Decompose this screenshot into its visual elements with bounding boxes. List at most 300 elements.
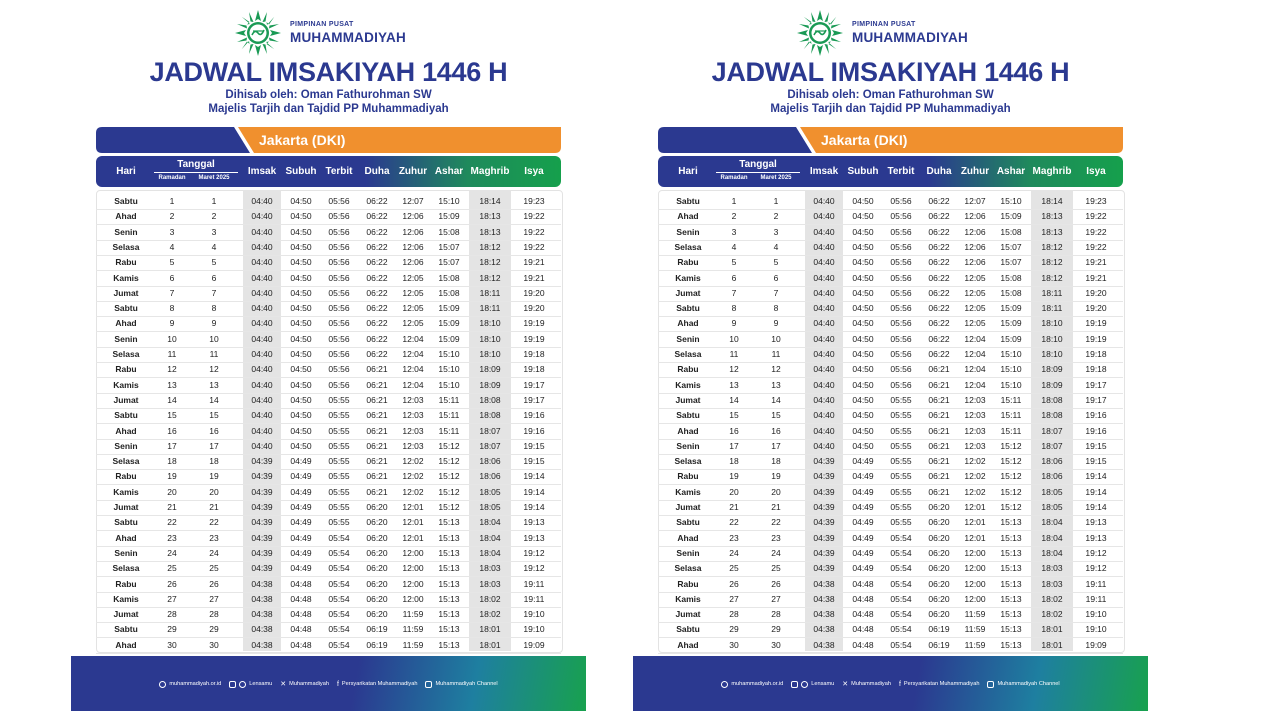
cell-subuh: 04:49	[290, 563, 312, 574]
cell-terbit: 05:56	[890, 196, 912, 206]
cell-ashar: 15:08	[1000, 272, 1022, 283]
footer-facebook[interactable]	[337, 681, 418, 688]
cell-hari: Jumat	[675, 502, 701, 512]
cell-subuh: 04:50	[852, 333, 874, 344]
cell-maret: 16	[209, 425, 219, 436]
cell-ashar: 15:09	[438, 303, 460, 314]
table-row	[96, 378, 561, 394]
cell-maret: 24	[771, 547, 781, 558]
cell-ramadan: 3	[731, 226, 737, 237]
cell-imsak: 04:40	[813, 226, 835, 237]
table-row	[658, 577, 1123, 593]
cell-ramadan: 22	[729, 517, 739, 528]
cell-ramadan: 13	[729, 379, 739, 390]
cell-ramadan: 6	[169, 272, 175, 283]
cell-ashar: 15:10	[1000, 364, 1022, 375]
cell-maret: 26	[209, 578, 219, 589]
cell-subuh: 04:50	[290, 364, 312, 375]
cell-hari: Ahad	[115, 532, 137, 543]
cell-terbit: 05:55	[328, 486, 350, 497]
cell-isya: 19:19	[523, 318, 545, 329]
cell-zuhur: 12:06	[402, 241, 424, 252]
cell-imsak: 04:40	[251, 272, 273, 283]
table-row	[96, 622, 561, 638]
cell-subuh: 04:50	[290, 318, 312, 329]
cell-hari: Rabu	[677, 364, 699, 375]
cell-subuh: 04:50	[290, 440, 312, 451]
header-zuhur: Zuhur	[960, 166, 990, 177]
cell-duha: 06:20	[366, 517, 388, 528]
table-row	[96, 332, 561, 348]
cell-ramadan: 9	[169, 318, 175, 329]
cell-subuh: 04:50	[290, 410, 312, 421]
cell-isya: 19:17	[1085, 394, 1107, 405]
cell-terbit: 05:54	[890, 639, 912, 650]
cell-terbit: 05:56	[890, 303, 912, 314]
cell-hari: Ahad	[115, 318, 137, 329]
header-subuh: Subuh	[847, 166, 879, 177]
cell-imsak: 04:39	[813, 532, 835, 543]
cell-maret: 9	[211, 318, 217, 329]
cell-ramadan: 10	[167, 333, 177, 344]
cell-maghrib: 18:06	[479, 471, 501, 482]
cell-maret: 15	[209, 410, 219, 421]
cell-maghrib: 18:02	[479, 609, 501, 620]
footer-social[interactable]	[791, 681, 834, 688]
cell-duha: 06:20	[366, 609, 388, 620]
cell-duha: 06:20	[928, 547, 950, 558]
header-tanggal-divider	[154, 172, 238, 173]
cell-zuhur: 12:03	[964, 394, 986, 405]
cell-maret: 18	[771, 456, 781, 467]
cell-isya: 19:11	[1085, 578, 1107, 589]
cell-terbit: 05:54	[328, 624, 350, 635]
cell-ramadan: 25	[729, 563, 739, 574]
cell-imsak: 04:40	[813, 425, 835, 436]
cell-terbit: 05:56	[328, 379, 350, 390]
footer-youtube-label: Muhammadiyah Channel	[435, 681, 498, 687]
cell-subuh: 04:49	[852, 486, 874, 497]
footer-x[interactable]	[280, 681, 329, 688]
cell-terbit: 05:56	[328, 364, 350, 375]
cell-isya: 19:18	[523, 349, 545, 359]
cell-maghrib: 18:07	[1041, 440, 1063, 451]
cell-isya: 19:20	[1085, 287, 1107, 298]
cell-duha: 06:22	[366, 272, 388, 283]
table-row	[96, 485, 561, 501]
cell-duha: 06:22	[928, 211, 950, 222]
cell-terbit: 05:55	[328, 394, 350, 405]
cell-imsak: 04:38	[251, 578, 273, 589]
table-row	[658, 194, 1123, 210]
cell-ashar: 15:13	[1000, 593, 1022, 604]
cell-hari: Jumat	[113, 609, 139, 620]
cell-subuh: 04:50	[852, 394, 874, 405]
cell-terbit: 05:56	[890, 226, 912, 237]
cell-ashar: 15:13	[1000, 517, 1022, 528]
table-header	[658, 156, 1123, 187]
cell-isya: 19:14	[523, 502, 545, 512]
cell-terbit: 05:54	[890, 609, 912, 620]
cell-subuh: 04:50	[852, 318, 874, 329]
cell-ramadan: 29	[729, 624, 739, 635]
cell-subuh: 04:49	[290, 532, 312, 543]
cell-subuh: 04:50	[290, 349, 312, 359]
cell-duha: 06:21	[928, 471, 950, 482]
cell-zuhur: 12:06	[964, 226, 986, 237]
cell-ashar: 15:11	[438, 410, 460, 421]
cell-ramadan: 4	[731, 241, 737, 252]
table-row	[658, 546, 1123, 562]
table-row	[96, 454, 561, 470]
cell-subuh: 04:50	[290, 379, 312, 390]
cell-isya: 19:21	[1085, 257, 1107, 268]
cell-hari: Kamis	[113, 272, 139, 283]
cell-hari: Jumat	[113, 394, 139, 405]
cell-ramadan: 6	[731, 272, 737, 283]
header-terbit: Terbit	[887, 166, 915, 177]
cell-ramadan: 21	[729, 502, 739, 512]
cell-hari: Sabtu	[114, 303, 138, 314]
cell-isya: 19:12	[1085, 547, 1107, 558]
footer-youtube-label: Muhammadiyah Channel	[997, 681, 1060, 687]
cell-ashar: 15:13	[1000, 624, 1022, 635]
cell-duha: 06:21	[366, 440, 388, 451]
cell-maret: 17	[209, 440, 219, 451]
cell-maghrib: 18:10	[479, 349, 501, 359]
cell-ramadan: 11	[167, 349, 177, 359]
cell-maret: 6	[773, 272, 779, 283]
cell-imsak: 04:39	[813, 456, 835, 467]
cell-ramadan: 19	[167, 471, 177, 482]
cell-imsak: 04:40	[813, 440, 835, 451]
cell-ashar: 15:12	[1000, 486, 1022, 497]
cell-terbit: 05:55	[890, 486, 912, 497]
cell-isya: 19:14	[523, 471, 545, 482]
cell-ramadan: 12	[167, 364, 177, 375]
cell-hari: Sabtu	[676, 624, 700, 635]
cell-maghrib: 18:03	[1041, 563, 1063, 574]
cell-isya: 19:15	[523, 456, 545, 467]
table-row	[658, 240, 1123, 256]
cell-terbit: 05:56	[890, 272, 912, 283]
cell-subuh: 04:49	[290, 547, 312, 558]
cell-terbit: 05:54	[890, 547, 912, 558]
cell-ashar: 15:12	[438, 502, 460, 512]
cell-subuh: 04:50	[852, 303, 874, 314]
footer-website[interactable]	[721, 681, 783, 688]
cell-ashar: 15:09	[1000, 303, 1022, 314]
cell-ramadan: 18	[729, 456, 739, 467]
cell-ramadan: 24	[729, 547, 739, 558]
footer-facebook[interactable]	[899, 681, 980, 688]
cell-ashar: 15:13	[438, 609, 460, 620]
cell-subuh: 04:49	[852, 532, 874, 543]
cell-terbit: 05:55	[328, 471, 350, 482]
footer-website[interactable]	[159, 681, 221, 688]
header-subuh: Subuh	[285, 166, 317, 177]
cell-ramadan: 15	[729, 410, 739, 421]
cell-imsak: 04:40	[251, 440, 273, 451]
cell-hari: Selasa	[674, 456, 702, 467]
cell-maret: 4	[773, 241, 779, 252]
cell-duha: 06:22	[928, 257, 950, 268]
table-row	[96, 469, 561, 485]
author-line: Dihisab oleh: Oman Fathurohman SW	[787, 89, 994, 101]
cell-isya: 19:20	[1085, 303, 1107, 314]
table-row	[96, 393, 561, 409]
cell-duha: 06:22	[928, 226, 950, 237]
cell-subuh: 04:50	[290, 196, 312, 206]
facebook-icon: f	[898, 680, 901, 688]
table-row	[96, 225, 561, 241]
cell-ramadan: 14	[167, 394, 177, 405]
cell-imsak: 04:38	[813, 609, 835, 620]
cell-terbit: 05:56	[328, 241, 350, 252]
cell-imsak: 04:40	[813, 303, 835, 314]
cell-terbit: 05:55	[890, 471, 912, 482]
cell-duha: 06:20	[366, 502, 388, 512]
cell-imsak: 04:40	[251, 196, 273, 206]
cell-terbit: 05:55	[890, 502, 912, 512]
cell-ashar: 15:11	[1000, 410, 1022, 421]
cell-subuh: 04:49	[852, 563, 874, 574]
cell-maghrib: 18:12	[479, 272, 501, 283]
table-row	[658, 638, 1123, 654]
cell-duha: 06:21	[366, 364, 388, 375]
cell-ashar: 15:09	[438, 333, 460, 344]
cell-ramadan: 2	[169, 211, 175, 222]
footer-bar	[633, 656, 1148, 711]
cell-terbit: 05:56	[890, 257, 912, 268]
footer-social-label: Lensamu	[811, 681, 835, 687]
cell-duha: 06:22	[928, 303, 950, 314]
cell-maret: 16	[771, 425, 781, 436]
x-icon: ✕	[280, 680, 287, 688]
header-ramadan: Ramadan	[158, 175, 186, 181]
cell-maghrib: 18:12	[1041, 257, 1063, 268]
cell-hari: Senin	[676, 226, 700, 237]
table-row	[658, 500, 1123, 516]
cell-ramadan: 20	[167, 486, 177, 497]
header-zuhur: Zuhur	[398, 166, 428, 177]
cell-subuh: 04:48	[290, 624, 312, 635]
cell-maghrib: 18:01	[1041, 624, 1063, 635]
cell-hari: Sabtu	[676, 517, 700, 528]
cell-maret: 30	[771, 639, 781, 650]
footer-youtube[interactable]	[425, 681, 497, 688]
cell-zuhur: 12:02	[402, 471, 424, 482]
table-row	[658, 561, 1123, 577]
cell-ramadan: 25	[167, 563, 177, 574]
cell-zuhur: 11:59	[964, 609, 986, 620]
cell-duha: 06:22	[928, 333, 950, 344]
header-tanggal: Tanggal	[739, 159, 777, 170]
cell-isya: 19:09	[523, 639, 545, 650]
cell-imsak: 04:40	[813, 333, 835, 344]
footer-x[interactable]	[842, 681, 891, 688]
cell-subuh: 04:50	[852, 211, 874, 222]
cell-maghrib: 18:09	[1041, 364, 1063, 375]
cell-zuhur: 12:03	[402, 410, 424, 421]
cell-duha: 06:22	[366, 196, 388, 206]
cell-terbit: 05:55	[890, 456, 912, 467]
cell-subuh: 04:48	[852, 609, 874, 620]
cell-ramadan: 17	[167, 440, 177, 451]
footer-social[interactable]	[229, 681, 272, 688]
cell-terbit: 05:56	[890, 349, 912, 359]
table-row	[658, 622, 1123, 638]
cell-duha: 06:20	[366, 563, 388, 574]
cell-ramadan: 21	[167, 502, 177, 512]
cell-duha: 06:22	[928, 196, 950, 206]
cell-subuh: 04:49	[290, 517, 312, 528]
cell-isya: 19:19	[1085, 318, 1107, 329]
cell-maghrib: 18:08	[479, 410, 501, 421]
table-row	[658, 408, 1123, 424]
cell-maret: 10	[209, 333, 219, 344]
cell-ashar: 15:10	[1000, 196, 1022, 206]
cell-imsak: 04:39	[251, 532, 273, 543]
cell-hari: Selasa	[112, 349, 140, 359]
cell-duha: 06:21	[928, 486, 950, 497]
header-maghrib: Maghrib	[470, 166, 510, 177]
cell-maret: 13	[771, 379, 781, 390]
table-row	[96, 531, 561, 547]
cell-hari: Selasa	[674, 349, 702, 359]
table-row	[658, 393, 1123, 409]
cell-subuh: 04:50	[290, 211, 312, 222]
cell-hari: Selasa	[674, 241, 702, 252]
cell-imsak: 04:38	[813, 593, 835, 604]
cell-maret: 15	[771, 410, 781, 421]
header-tanggal-divider	[716, 172, 800, 173]
cell-maghrib: 18:13	[1041, 211, 1063, 222]
cell-terbit: 05:55	[890, 425, 912, 436]
cell-isya: 19:18	[1085, 349, 1107, 359]
cell-subuh: 04:49	[852, 471, 874, 482]
cell-imsak: 04:39	[251, 502, 273, 512]
cell-maghrib: 18:03	[1041, 578, 1063, 589]
cell-maret: 29	[209, 624, 219, 635]
cell-maret: 1	[211, 196, 217, 206]
cell-zuhur: 11:59	[964, 624, 986, 635]
cell-hari: Ahad	[115, 211, 137, 222]
cell-zuhur: 12:02	[964, 471, 986, 482]
table-row	[96, 546, 561, 562]
muhammadiyah-sun-logo-icon	[234, 9, 282, 57]
cell-maghrib: 18:10	[479, 318, 501, 329]
publisher-line: Majelis Tarjih dan Tajdid PP Muhammadiyah	[770, 103, 1011, 115]
cell-imsak: 04:39	[251, 517, 273, 528]
cell-imsak: 04:39	[813, 563, 835, 574]
cell-zuhur: 12:03	[402, 394, 424, 405]
cell-ramadan: 12	[729, 364, 739, 375]
cell-zuhur: 12:00	[402, 563, 424, 574]
cell-zuhur: 12:06	[964, 241, 986, 252]
cell-ramadan: 27	[729, 593, 739, 604]
table-row	[658, 316, 1123, 332]
cell-subuh: 04:50	[852, 440, 874, 451]
cell-zuhur: 12:04	[402, 379, 424, 390]
cell-zuhur: 12:01	[402, 502, 424, 512]
cell-maghrib: 18:01	[479, 639, 501, 650]
cell-duha: 06:21	[366, 379, 388, 390]
cell-maret: 27	[771, 593, 781, 604]
cell-maret: 20	[771, 486, 781, 497]
cell-ashar: 15:09	[438, 318, 460, 329]
cell-hari: Jumat	[675, 394, 701, 405]
cell-hari: Rabu	[115, 471, 137, 482]
cell-maghrib: 18:10	[1041, 333, 1063, 344]
table-row	[96, 607, 561, 623]
globe-icon	[721, 681, 728, 688]
cell-ashar: 15:09	[438, 211, 460, 222]
cell-imsak: 04:39	[251, 456, 273, 467]
tiktok-icon	[801, 681, 808, 688]
cell-isya: 19:10	[1085, 609, 1107, 620]
cell-isya: 19:22	[1085, 241, 1107, 252]
city-banner	[658, 127, 1123, 153]
cell-ashar: 15:13	[1000, 609, 1022, 620]
cell-imsak: 04:40	[251, 287, 273, 298]
cell-duha: 06:21	[928, 394, 950, 405]
cell-ramadan: 16	[729, 425, 739, 436]
cell-maghrib: 18:08	[479, 394, 501, 405]
cell-maret: 14	[209, 394, 219, 405]
header-duha: Duha	[364, 166, 390, 177]
cell-imsak: 04:39	[251, 547, 273, 558]
table-row	[96, 424, 561, 440]
cell-ashar: 15:11	[438, 425, 460, 436]
cell-maret: 13	[209, 379, 219, 390]
cell-zuhur: 12:01	[402, 517, 424, 528]
cell-duha: 06:22	[366, 349, 388, 359]
cell-ramadan: 27	[167, 593, 177, 604]
cell-imsak: 04:39	[251, 471, 273, 482]
cell-isya: 19:14	[1085, 471, 1107, 482]
cell-duha: 06:20	[366, 578, 388, 589]
instagram-icon	[791, 681, 798, 688]
cell-imsak: 04:38	[251, 609, 273, 620]
cell-duha: 06:22	[928, 272, 950, 283]
table-row	[658, 424, 1123, 440]
footer-youtube[interactable]	[987, 681, 1059, 688]
facebook-icon: f	[336, 680, 339, 688]
cell-maret: 12	[209, 364, 219, 375]
cell-hari: Ahad	[115, 425, 137, 436]
cell-duha: 06:22	[366, 241, 388, 252]
cell-imsak: 04:40	[251, 226, 273, 237]
cell-maret: 6	[211, 272, 217, 283]
cell-imsak: 04:40	[251, 425, 273, 436]
cell-imsak: 04:40	[251, 333, 273, 344]
cell-isya: 19:21	[523, 272, 545, 283]
schedule-title: JADWAL IMSAKIYAH 1446 H	[149, 57, 508, 87]
cell-ramadan: 28	[729, 609, 739, 620]
cell-ashar: 15:12	[1000, 471, 1022, 482]
cell-maret: 14	[771, 394, 781, 405]
cell-maghrib: 18:07	[479, 425, 501, 436]
cell-terbit: 05:56	[890, 211, 912, 222]
cell-imsak: 04:40	[251, 364, 273, 375]
cell-terbit: 05:55	[890, 410, 912, 421]
cell-ramadan: 5	[731, 257, 737, 268]
cell-terbit: 05:56	[890, 318, 912, 329]
cell-maghrib: 18:06	[1041, 456, 1063, 467]
cell-terbit: 05:56	[890, 379, 912, 390]
cell-isya: 19:15	[1085, 456, 1107, 467]
